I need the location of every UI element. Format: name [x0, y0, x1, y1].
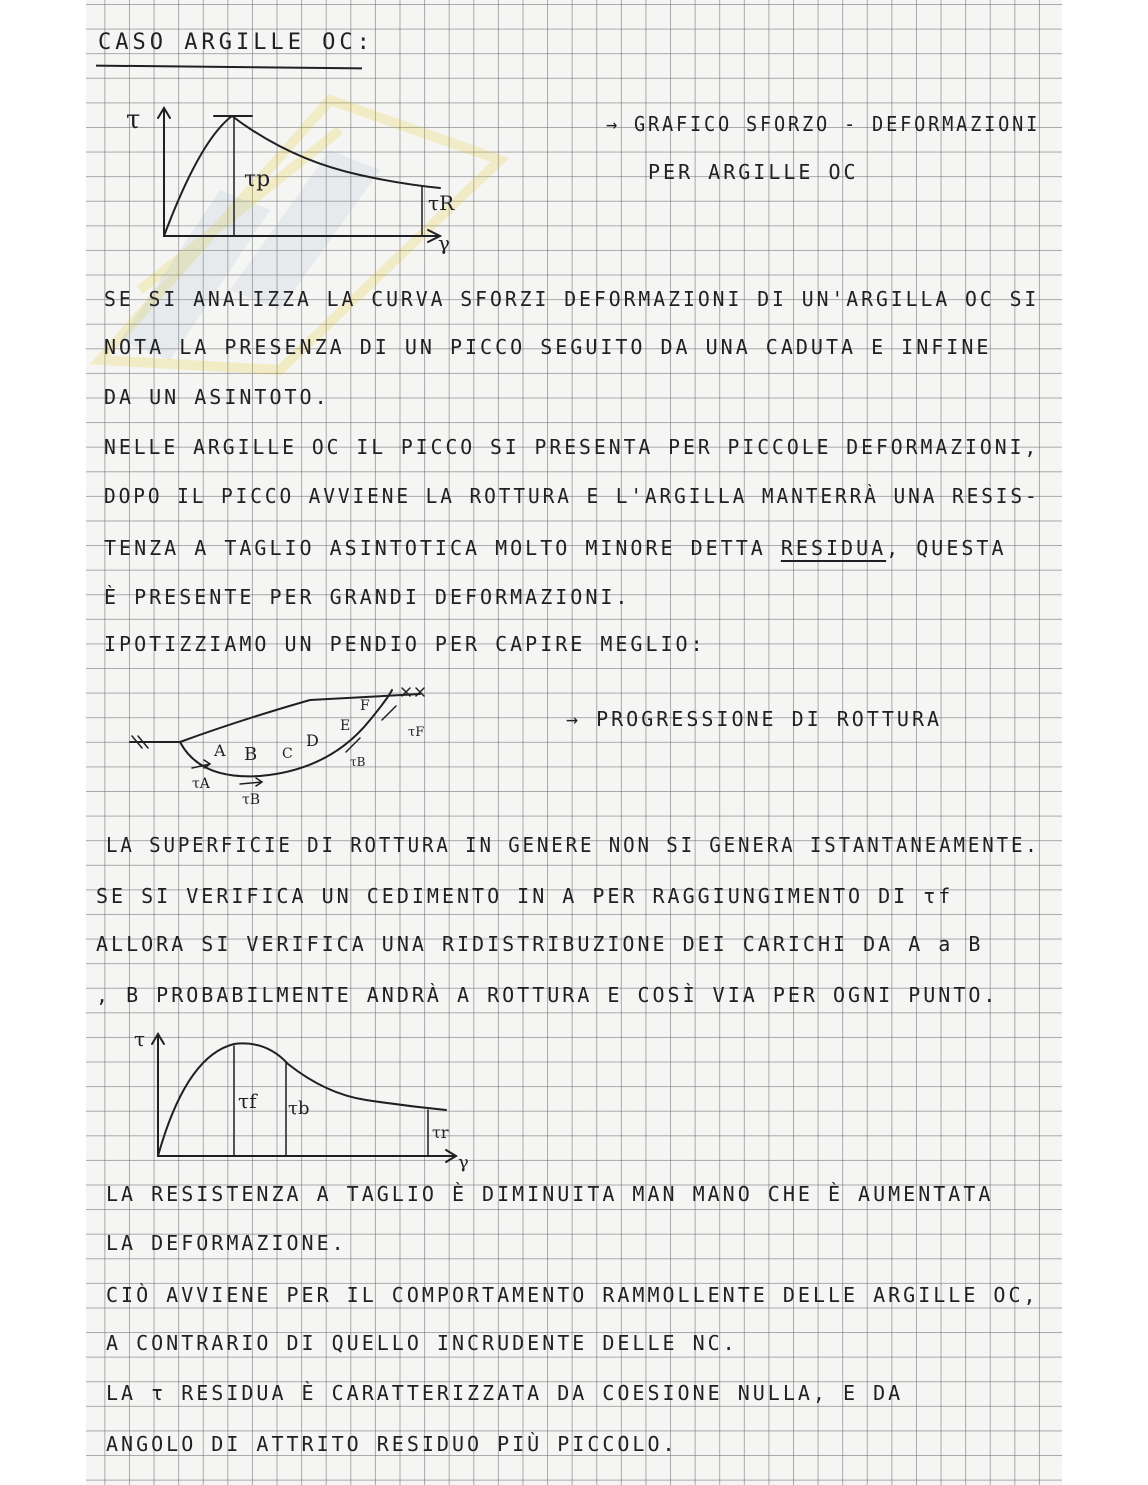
point-b-label: B	[244, 744, 258, 765]
paragraph2-line1: NELLE ARGILLE OC IL PICCO SI PRESENTA PER PICCOLE DEFORMAZIONI,	[104, 435, 1040, 459]
paragraph2-line4: È PRESENTE PER GRANDI DEFORMAZIONI.	[104, 585, 631, 609]
stress-strain-chart-oc	[120, 100, 480, 260]
page-margin-right	[1062, 0, 1148, 1485]
chart1-x-label: γ	[438, 231, 450, 255]
tau-b-right-label: τB	[350, 755, 366, 769]
point-a-label: A	[214, 741, 226, 760]
chart1-note-line2: PER ARGILLE OC	[648, 160, 859, 184]
paragraph3-line1: LA SUPERFICIE DI ROTTURA IN GENERE NON SI GENERA ISTANTANEAMENTE.	[106, 833, 1040, 857]
tau-f-label: τF	[408, 725, 425, 740]
paragraph1-line3: DA UN ASINTOTO.	[104, 385, 330, 409]
chart3-axes	[158, 1036, 456, 1156]
page-margin-left	[0, 0, 86, 1485]
slope-failure-diagram	[120, 680, 480, 810]
chart1-note-line1: → GRAFICO SFORZO - DEFORMAZIONI	[606, 112, 1041, 136]
point-d-label: D	[306, 731, 319, 750]
paragraph2-line3-start: TENZA A TAGLIO ASINTOTICA MOLTO MINORE DETTA	[104, 536, 781, 560]
slope-diagram-note: → PROGRESSIONE DI ROTTURA	[566, 707, 943, 731]
chart1-residual-label: τR	[428, 191, 455, 215]
point-c-label: C	[282, 746, 293, 762]
arrow-e	[346, 738, 360, 752]
progressive-failure-chart	[126, 1026, 486, 1176]
tau-b-label: τB	[242, 792, 261, 808]
paragraph3-line3: ALLORA SI VERIFICA UNA RIDISTRIBUZIONE DEI CARICHI DA A a B	[96, 932, 984, 956]
chart1-y-label: τ	[126, 105, 141, 135]
tau-a-label: τA	[192, 776, 210, 792]
paragraph2-line3	[104, 536, 1006, 560]
arrow-f	[382, 706, 396, 720]
page-title: CASO ARGILLE OC:	[98, 30, 374, 55]
chart3-x-label: γ	[458, 1152, 469, 1173]
paragraph3-line4: , B PROBABILMENTE ANDRÀ A ROTTURA E COSÌ VIA PER OGNI PUNTO.	[96, 983, 999, 1007]
paragraph2-line3-end: , QUESTA	[886, 536, 1007, 560]
paragraph4-line1: LA RESISTENZA A TAGLIO È DIMINUITA MAN MANO CHE È AUMENTATA	[106, 1182, 994, 1206]
slope-profile	[130, 694, 420, 742]
paragraph1-line2: NOTA LA PRESENZA DI UN PICCO SEGUITO DA UNA CADUTA E INFINE	[104, 335, 992, 359]
chart1-curve	[164, 116, 440, 236]
residua-underlined: RESIDUA	[780, 536, 887, 560]
chart3-intermediate-label: τb	[288, 1098, 310, 1119]
paragraph4-line3: CIÒ AVVIENE PER IL COMPORTAMENTO RAMMOLLENTE DELLE ARGILLE OC,	[106, 1283, 1039, 1307]
paragraph4-line4: A CONTRARIO DI QUELLO INCRUDENTE DELLE NC.	[106, 1331, 738, 1355]
paragraph4-line5: LA τ RESIDUA È CARATTERIZZATA DA COESIONE NULLA, E DA	[106, 1381, 904, 1405]
paragraph4-line6: ANGOLO DI ATTRITO RESIDUO PIÙ PICCOLO.	[106, 1432, 678, 1456]
arrow-b	[240, 778, 262, 786]
paragraph1-line1: SE SI ANALIZZA LA CURVA SFORZI DEFORMAZIONI DI UN'ARGILLA OC SI	[104, 287, 1040, 311]
point-e-label: E	[340, 718, 351, 734]
paragraph4-line2: LA DEFORMAZIONE.	[106, 1231, 347, 1255]
paragraph3-line2: SE SI VERIFICA UN CEDIMENTO IN A PER RAGGIUNGIMENTO DI τf	[96, 884, 954, 908]
paragraph2-line5: IPOTIZZIAMO UN PENDIO PER CAPIRE MEGLIO:	[104, 632, 706, 656]
chart3-peak-label: τf	[238, 1089, 257, 1113]
chart3-residual-label: τr	[432, 1123, 449, 1142]
chart1-axes	[164, 110, 440, 236]
title-underline	[96, 65, 362, 70]
chart3-y-label: τ	[134, 1027, 146, 1051]
paragraph2-line2: DOPO IL PICCO AVVIENE LA ROTTURA E L'ARGILLA MANTERRÀ UNA RESIS-	[104, 484, 1040, 508]
chart1-peak-label: τp	[244, 167, 271, 192]
point-f-label: F	[360, 698, 370, 714]
